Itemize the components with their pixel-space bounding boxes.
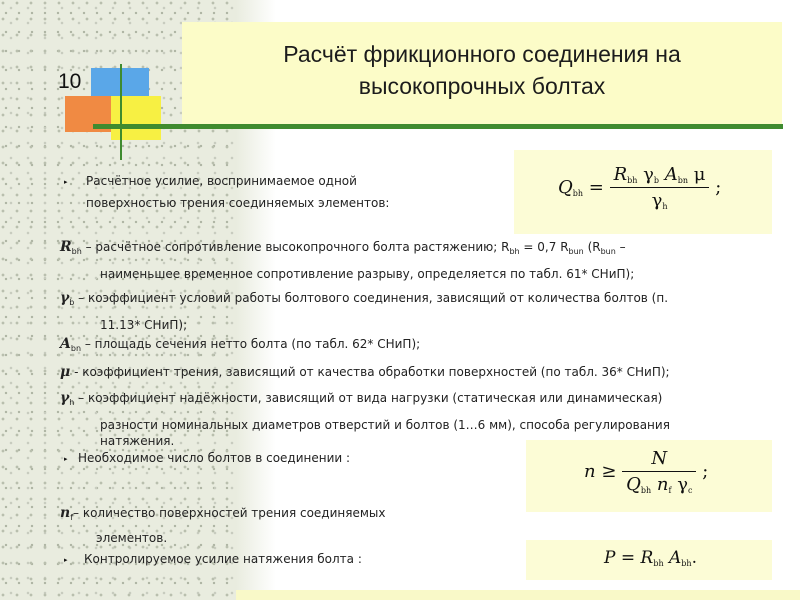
text-nf: $n_f-$ количество поверхностей трения соединяемых элементов.: [60, 505, 386, 545]
text-abn: $A_{bn}$ – площадь сечения нетто болта (по табл. 62* СНиП);: [60, 336, 421, 353]
decor-square-yellow: [111, 96, 161, 140]
text-gamma-b: $\gamma_b$ – коэффициент условий работы болтового соединения, зависящий от количества болтов (п. 11.13* СНиП);: [60, 290, 669, 332]
formula-bolt-count: n ≥ $\frac{N}{Q_{bh} n_f \gamma_c}$ ;: [526, 440, 772, 512]
title-underline-bar: [93, 124, 783, 129]
bullet-icon: ▸: [64, 556, 68, 564]
title-line-2: высокопрочных болтах: [358, 73, 606, 99]
bullet-icon: ▸: [64, 455, 68, 463]
text-mu: μ - коэффициент трения, зависящий от качества обработки поверхностей (по табл. 36* СНиП);: [60, 364, 670, 380]
slide-number: 10: [58, 70, 82, 93]
text-gamma-h: $\gamma_h$ – коэффициент надёжности, зависящий от вида нагрузки (статическая или динамическая) разности номинальных диаметров отверстий и болтов (1…6 мм), способа регулирования натяжения.: [60, 390, 670, 448]
decor-vertical-line: [120, 64, 122, 160]
text-shear-force: Расчётное усилие, воспринимаемое одной поверхностью трения соединяемых элементов:: [86, 174, 390, 210]
text-rbh: $R_{bh}$ – расчётное сопротивление высокопрочного болта растяжению; $R_{bh} = 0,7$ $R_{bun}$ ($R_{bun}$ – наименьшее временное сопротивление разрыву, определяется по табл. 61* СНиП);: [60, 239, 635, 281]
fraction: $\frac{N}{Q_{bh} n_f \gamma_c}$: [622, 448, 696, 495]
formula-shear-force: $Q_{bh}$ = $\frac{R_{bh} \gamma_b A_{bn} \mu}{\gamma_h}$ ;: [514, 150, 772, 234]
bullet-icon: ▸: [64, 178, 68, 186]
title-line-1: Расчёт фрикционного соединения на: [283, 41, 681, 67]
fraction: $\frac{R_{bh} \gamma_b A_{bn} \mu}{\gamma_h}$: [610, 164, 710, 211]
text-tension-force: Контролируемое усилие натяжения болта :: [84, 552, 362, 566]
bottom-strip: [236, 590, 800, 600]
formula-tension-force: $P = R_{bh}$ $A_{bh}$.: [526, 540, 772, 580]
text-bolt-count: Необходимое число болтов в соединении :: [78, 451, 351, 465]
slide-title: [182, 38, 782, 102]
